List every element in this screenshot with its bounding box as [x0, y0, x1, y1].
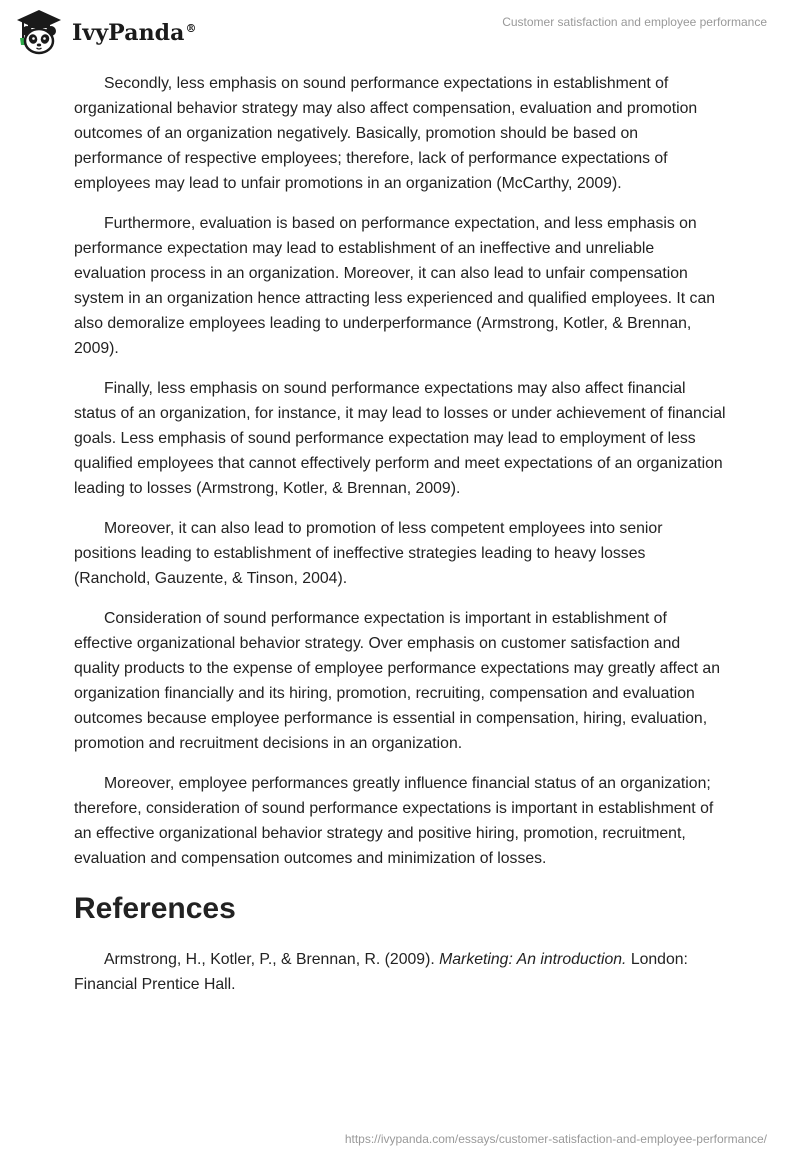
- paragraph: Finally, less emphasis on sound performance expectations may also affect financial status of an organization, for instance, it may lead to losses or under achievement of financial goals. Less emphasis of sound performance expectation may lead to employment of less qualified employees that cannot effectively perform and meet expectations of an organization leading to losses (Armstrong, Kotler, & Brennan, 2009).: [74, 380, 726, 497]
- essay-content: [74, 71, 726, 1012]
- paragraph: Furthermore, evaluation is based on performance expectation, and less emphasis on performance expectation may lead to establishment of an ineffective and unreliable evaluation process in an organization. Moreover, it can also lead to unfair compensation system in an organization hence attracting less experienced and qualified employees. It can also demoralize employees leading to underperformance (Armstrong, Kotler, & Brennan, 2009).: [74, 215, 716, 357]
- brand-logo[interactable]: [14, 8, 197, 56]
- panda-graduation-cap-icon: [14, 8, 64, 56]
- references-heading: References: [74, 892, 236, 925]
- reference-title: Marketing: An introduction.: [439, 951, 627, 968]
- reference-publisher: London: Financial Prentice Hall.: [74, 951, 688, 993]
- registered-mark: ®: [185, 21, 197, 35]
- reference-authors: Armstrong, H., Kotler, P., & Brennan, R. (2009).: [104, 951, 435, 968]
- paragraph: Consideration of sound performance expectation is important in establishment of effective organizational behavior strategy. Over emphasis on customer satisfaction and quality products to the expense of employee performance expectations may greatly affect an organization financially and its hiring, promotion, recruiting, compensation and evaluation outcomes because employee performance is essential in compensation, hiring, evaluation, promotion and recruitment decisions in an organization.: [74, 610, 720, 752]
- footer-url[interactable]: https://ivypanda.com/essays/customer-satisfaction-and-employee-performance/: [344, 1132, 767, 1146]
- paragraph: Moreover, employee performances greatly influence financial status of an organization; therefore, consideration of sound performance expectations is important in establishment of an effective organizational behavior strategy and positive hiring, promotion, recruitment, evaluation and compensation outcomes and minimization of losses.: [74, 775, 714, 867]
- document-title: Customer satisfaction and employee performance: [502, 15, 767, 29]
- paragraph: Moreover, it can also lead to promotion of less competent employees into senior positions leading to establishment of ineffective strategies leading to heavy losses (Ranchold, Gauzente, & Tinson, 2004).: [74, 520, 663, 587]
- paragraph: Secondly, less emphasis on sound performance expectations in establishment of organizational behavior strategy may also affect compensation, evaluation and promotion outcomes of an organization negatively. Basically, promotion should be based on performance of respective employees; therefore, lack of performance expectations of employees may lead to unfair promotions in an organization (McCarthy, 2009).: [74, 75, 698, 192]
- reference-entry: [74, 947, 726, 997]
- page-header: [0, 0, 800, 64]
- brand-name: IvyPanda®: [72, 20, 197, 46]
